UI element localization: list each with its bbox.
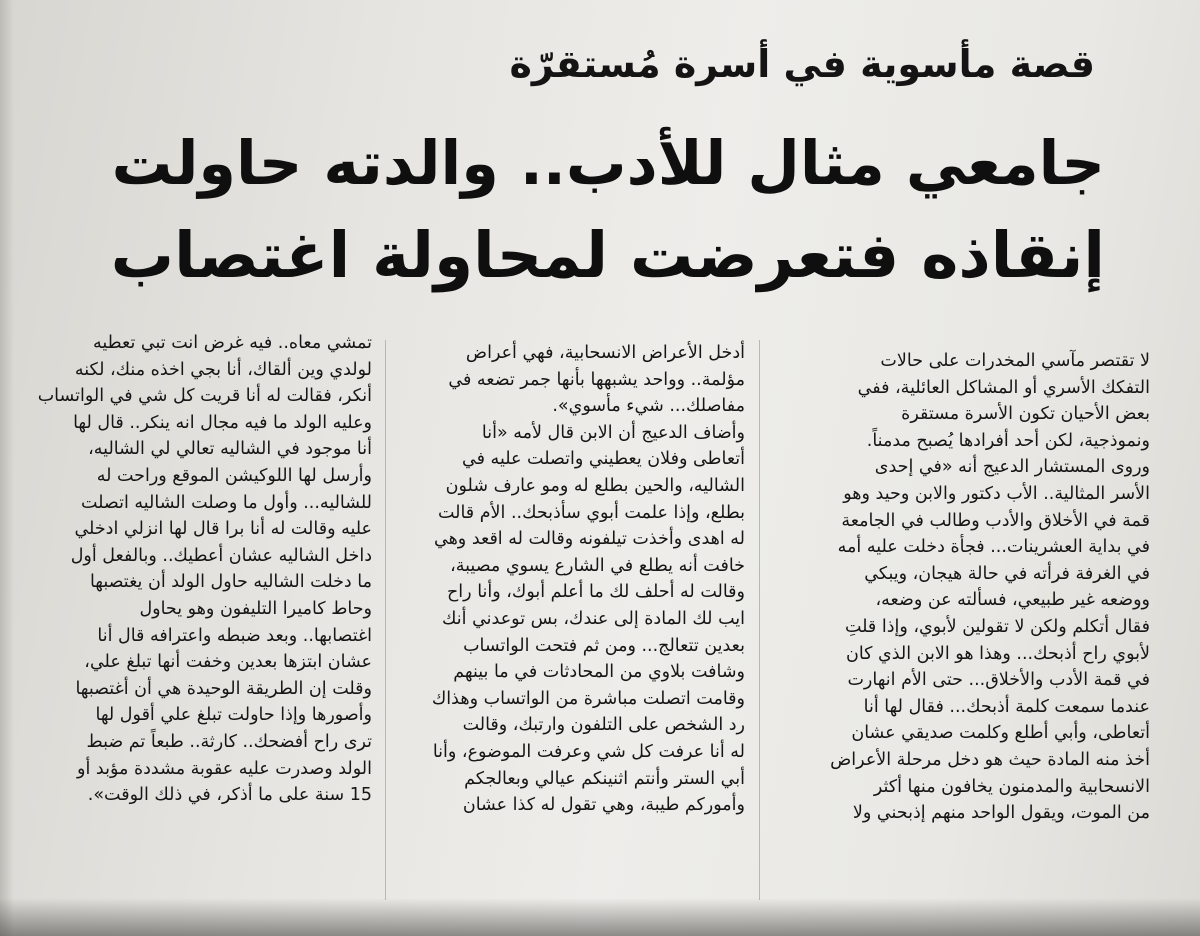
- article-line: وقلت إن الطريقة الوحيدة هي أن أغتصبها: [75, 678, 372, 699]
- article-line: وقامت اتصلت مباشرة من الواتساب وهذاك: [431, 688, 745, 709]
- article-line: وأموركم طيبة، وهي تقول له كذا عشان: [462, 795, 745, 816]
- article-line: عليه وقالت له أنا برا قال لها انزلي ادخلي: [74, 519, 372, 540]
- article-line: تمشي معاه.. فيه غرض انت تبي تعطيه: [93, 333, 372, 353]
- article-line: ووضعه غير طبيعي، فسألته عن وضعه،: [875, 590, 1150, 611]
- article-line: مفاصلك... شيء مأسوي».: [552, 396, 745, 417]
- column-divider: [385, 340, 386, 900]
- article-line: خافت أنه يطلع في الشارع يسوي مصيبة،: [450, 555, 745, 576]
- article-line: وقالت له أحلف لك ما أعلم أبوك، وأنا راح: [447, 582, 745, 603]
- article-line: عشان ابتزها بعدين وخفت أنها تبلغ علي،: [84, 652, 372, 673]
- article-line: وحاط كاميرا التليفون وهو يحاول: [139, 598, 372, 619]
- article-line: من الموت، ويقول الواحد منهم إذبحني ولا: [852, 803, 1150, 824]
- article-column-2: [390, 340, 745, 819]
- article-kicker: قصة مأسوية في أسرة مُستقرّة: [509, 42, 1095, 86]
- page-fold-shadow: [0, 0, 14, 936]
- article-line: قمة في الأخلاق والأدب وطالب في الجامعة: [841, 510, 1150, 531]
- article-line: بطلع، وإذا علمت أبوي سأذبحك.. الأم قالت: [437, 502, 745, 523]
- article-line: ترى راح أفضحك.. كارثة.. طبعاً تم ضبط: [86, 731, 372, 752]
- article-line: أبي الستر وأنتم اثنينكم عيالي وبعالجكم: [464, 768, 745, 789]
- article-line: لأبوي راح أذبحك... وهذا هو الابن الذي كان: [845, 643, 1150, 664]
- article-line: له اهدى وأخذت تيلفونه وقالت له اقعد وهي: [433, 529, 745, 550]
- article-line: لا تقتصر مآسي المخدرات على حالات: [880, 351, 1150, 371]
- article-line: أنكر، فقالت له أنا قريت كل شي في الواتساب: [37, 386, 372, 407]
- article-line: 15 سنة على ما أذكر، في ذلك الوقت».: [87, 785, 372, 806]
- article-line: في قمة الأدب والأخلاق... حتى الأم انهارت: [847, 670, 1150, 691]
- article-line: له أنا عرفت كل شي وعرفت الموضوع، وأنا: [432, 741, 745, 762]
- headline-line: إنقاذه فتعرضت لمحاولة اغتصاب: [110, 219, 1105, 292]
- article-line: داخل الشاليه عشان أعطيك.. وبالفعل أول: [70, 545, 372, 566]
- article-line: وشافت بلاوي من المحادثات في ما بينهم: [453, 662, 745, 683]
- article-line: الأسر المثالية.. الأب دكتور والابن وحيد وهو: [843, 483, 1150, 504]
- article-line: وأرسل لها اللوكيشن الموقع وراحت له: [96, 465, 372, 486]
- column-divider: [759, 340, 760, 900]
- article-line: أخذ منه المادة حيث هو دخل مرحلة الأعراض: [830, 749, 1150, 770]
- article-line: في بداية العشرينات... فجأة دخلت عليه أمه: [837, 537, 1150, 558]
- article-line: وروى المستشار الدعيج أنه «في إحدى: [874, 457, 1150, 478]
- headline-line: جامعي مثال للأدب.. والدته حاولت: [111, 129, 1105, 199]
- page-bottom-shadow: [0, 898, 1200, 936]
- article-line: وأصورها وإذا حاولت تبلغ علي أقول لها: [95, 705, 372, 726]
- article-line: أنا موجود في الشاليه تعالي لي الشاليه،: [88, 439, 372, 460]
- article-line: أتعاطى وفلان يعطيني واتصلت عليه في: [462, 449, 745, 470]
- article-column-1: [780, 348, 1150, 827]
- article-line: الانسحابية والمدمنون يخافون منها أكثر: [873, 776, 1150, 797]
- article-line: التفكك الأسري أو المشاكل العائلية، ففي: [857, 377, 1150, 398]
- article-line: عندما سمعت كلمة أذبحك... فقال لها أنا: [863, 696, 1150, 717]
- article-line: للشاليه... وأول ما وصلت الشاليه اتصلت: [80, 492, 372, 513]
- article-line: اغتصابها.. وبعد ضبطه واعترافه قال أنا: [97, 625, 372, 646]
- article-line: أدخل الأعراض الانسحابية، فهي أعراض: [465, 343, 745, 363]
- article-line: الولد وصدرت عليه عقوبة مشددة مؤبد أو: [77, 758, 372, 779]
- article-line: لولدي وين ألقاك، أنا بجي اخذه منك، لكنه: [74, 359, 372, 380]
- article-line: بعدين تتعالج... ومن ثم فتحت الواتساب: [463, 635, 745, 656]
- article-line: في الغرفة فرأته في حالة هيجان، ويبكي: [864, 563, 1150, 584]
- article-line: وأضاف الدعيج أن الابن قال لأمه «أنا: [481, 422, 745, 443]
- article-headline: [105, 118, 1105, 302]
- article-line: ما دخلت الشاليه حاول الولد أن يغتصبها: [89, 572, 372, 593]
- article-line: بعض الأحيان تكون الأسرة مستقرة: [901, 404, 1150, 425]
- article-column-3: [22, 330, 372, 809]
- article-line: ونموذجية، لكن أحد أفرادها يُصبح مدمناً.: [866, 430, 1150, 451]
- article-line: الشاليه، والحين بطلع له ومو عارف شلون: [445, 475, 745, 496]
- article-line: فقال أتكلم ولكن لا تقولين لأبوي، وإذا قلتِ: [844, 616, 1150, 637]
- article-line: ايب لك المادة إلى عندك، بس توعدني أنك: [442, 608, 745, 629]
- article-line: وعليه الولد ما فيه مجال انه ينكر.. قال لها: [73, 412, 372, 433]
- article-line: رد الشخص على التلفون وارتبك، وقالت: [462, 715, 745, 736]
- article-line: مؤلمة.. وواحد يشبهها بأنها جمر تضعه في: [448, 369, 745, 390]
- article-line: أتعاطى، وأبي أطلع وكلمت صديقي عشان: [851, 723, 1150, 744]
